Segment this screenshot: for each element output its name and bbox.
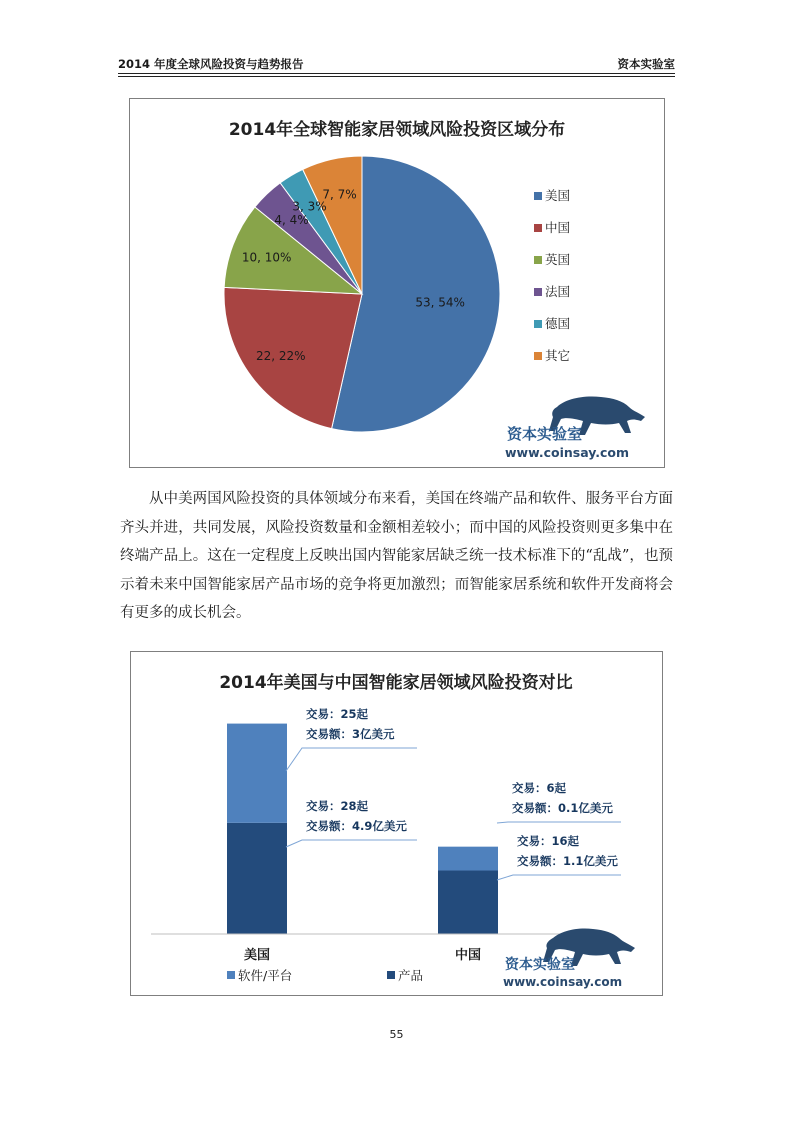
header-rule-thin (118, 76, 675, 77)
legend-swatch (534, 352, 542, 360)
bar-data-label: 交易额：3亿美元 (306, 727, 395, 741)
legend-label: 美国 (545, 188, 571, 203)
leader-line (497, 875, 621, 880)
legend-label: 产品 (398, 968, 424, 983)
watermark-logo (505, 396, 645, 460)
slice-label: 7, 7% (322, 187, 357, 202)
slice-label: 4, 4% (274, 213, 309, 228)
bar-data-label: 交易额：0.1亿美元 (512, 801, 613, 815)
pie-chart (130, 99, 664, 467)
bar-data-label: 交易：16起 (517, 834, 580, 848)
legend-label: 中国 (545, 220, 571, 235)
slice-label: 22, 22% (255, 348, 306, 363)
pie-slices (224, 156, 500, 432)
leader-line (286, 748, 417, 771)
leader-line (286, 840, 417, 847)
legend-label: 其它 (545, 348, 571, 363)
body-paragraph: 从中美两国风险投资的具体领域分布来看，美国在终端产品和软件、服务平台方面齐头并进，共同发展，风险投资数量和金额相差较小；而中国的风险投资则更多集中在终端产品上。这在一定程度上反映出国内智能家居缺乏统一技术标准下的“乱战”，也预示着未来中国智能家居产品市场的竞争将更加激烈；而智能家居系统和软件开发商将会有更多的成长机会。 (120, 491, 673, 622)
legend-label: 软件/平台 (238, 968, 293, 983)
pie-chart-figure (129, 98, 665, 468)
watermark-name: 资本实验室 (505, 957, 575, 973)
header-rule (118, 73, 675, 74)
page-header (118, 52, 675, 74)
legend-label: 德国 (545, 316, 571, 331)
chart-title: 2014年全球智能家居领域风险投资区域分布 (228, 120, 566, 140)
bar-segment (227, 724, 287, 823)
legend-swatch (534, 192, 542, 200)
watermark-url: www.coinsay.com (505, 445, 630, 460)
watermark-name: 资本实验室 (507, 425, 583, 443)
legend-swatch (534, 288, 542, 296)
bar-segment (227, 823, 287, 934)
report-title: 2014 年度全球风险投资与趋势报告 (118, 57, 304, 71)
legend (534, 188, 570, 363)
watermark-url: www.coinsay.com (503, 975, 623, 989)
slice-label: 10, 10% (241, 250, 292, 265)
category-labels (244, 947, 481, 963)
bar-segment (438, 870, 498, 934)
chart-title: 2014年美国与中国智能家居领域风险投资对比 (219, 673, 573, 693)
bar-segment (438, 847, 498, 871)
legend-swatch (534, 224, 542, 232)
bar-data-label: 交易：25起 (306, 707, 369, 721)
legend-swatch (387, 971, 395, 979)
slice-label: 53, 54% (415, 295, 465, 310)
legend-swatch (227, 971, 235, 979)
leader-line (497, 822, 621, 823)
bar-data-label: 交易额：4.9亿美元 (306, 819, 407, 833)
legend-label: 法国 (545, 284, 571, 299)
bar-data-label: 交易额：1.1亿美元 (517, 854, 618, 868)
bar-data-label: 交易：6起 (512, 781, 567, 795)
category-label: 美国 (243, 948, 271, 963)
bar-data-label: 交易：28起 (306, 799, 369, 813)
legend-label: 英国 (545, 252, 571, 267)
legend-swatch (534, 256, 542, 264)
watermark-logo (503, 928, 635, 989)
publisher-name: 资本实验室 (617, 57, 675, 71)
legend-swatch (534, 320, 542, 328)
legend (227, 968, 423, 983)
page-number: 55 (389, 1028, 404, 1041)
stacked-bar-figure (130, 651, 663, 996)
category-label: 中国 (454, 948, 482, 963)
stacked-bar-chart (131, 652, 662, 995)
slice-label: 3, 3% (292, 199, 327, 214)
